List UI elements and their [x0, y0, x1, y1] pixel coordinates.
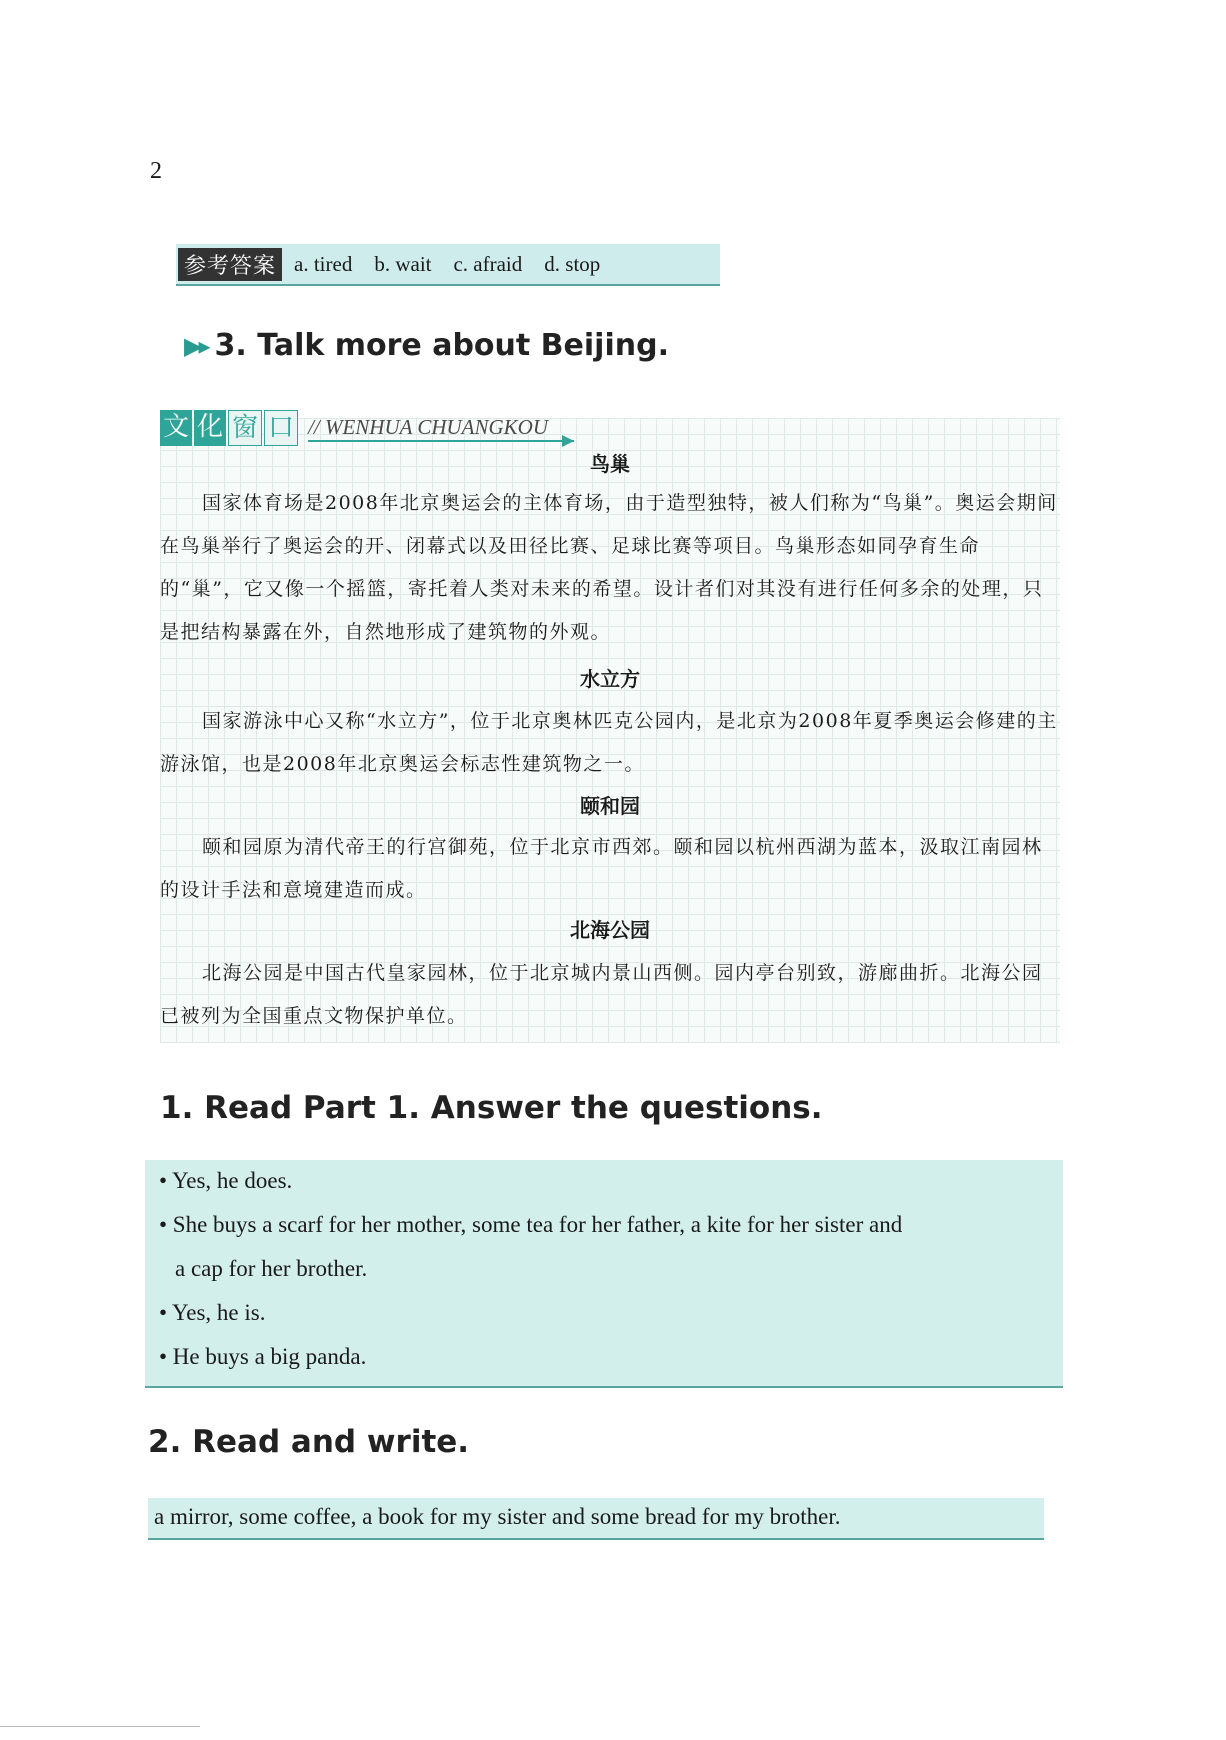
read-part-answers	[145, 1160, 1063, 1388]
culture-window-label	[160, 410, 300, 446]
culture-char: 窗	[228, 410, 262, 446]
culture-char: 化	[194, 410, 226, 446]
culture-paragraph: 国家游泳中心又称“水立方”，位于北京奥林匹克公园内，是北京为2008年夏季奥运会修建的主游泳馆，也是2008年北京奥运会标志性建筑物之一。	[160, 710, 1058, 775]
read-write-answer: a mirror, some coffee, a book for my sister and some bread for my brother.	[154, 1504, 841, 1529]
culture-subtitle: 颐和园	[580, 794, 640, 818]
section-heading-read-part: 1. Read Part 1. Answer the questions.	[160, 1090, 823, 1126]
culture-subtitle: 鸟巢	[590, 452, 630, 476]
bottom-divider	[0, 1726, 200, 1727]
answer-line: • She buys a scarf for her mother, some tea for her father, a kite for her sister and	[159, 1212, 903, 1237]
reference-answer-tag: 参考答案	[178, 248, 282, 281]
answer-line: • Yes, he does.	[159, 1168, 293, 1193]
answer-line: a cap for her brother.	[175, 1256, 368, 1281]
read-write-answer-bar	[148, 1498, 1044, 1540]
answer-item: b. wait	[374, 251, 432, 276]
culture-subtitle: 北海公园	[570, 918, 650, 942]
talk-title-text: 3. Talk more about Beijing.	[214, 328, 669, 363]
culture-window-pinyin: // WENHUA CHUANGKOU	[308, 415, 574, 442]
culture-paragraph: 北海公园是中国古代皇家园林，位于北京城内景山西侧。园内亭台别致，游廊曲折。北海公园已被列为全国重点文物保护单位。	[160, 962, 1043, 1027]
answer-line: • Yes, he is.	[159, 1300, 266, 1325]
answer-item: d. stop	[544, 251, 601, 276]
section-heading-read-write: 2. Read and write.	[148, 1424, 470, 1460]
culture-paragraph: 国家体育场是2008年北京奥运会的主体育场，由于造型独特，被人们称为“鸟巢”。奥运会期间在鸟巢举行了奥运会的开、闭幕式以及田径比赛、足球比赛等项目。鸟巢形态如同孕育生命的“巢”，它又像一个摇篮，寄托着人类对未来的希望。设计者们对其没有进行任何多余的处理，只是把结构暴露在外，自然地形成了建筑物的外观。	[160, 492, 1058, 643]
reference-answer-bar	[176, 244, 720, 286]
culture-window-box	[160, 418, 1060, 1043]
answer-line: • He buys a big panda.	[159, 1344, 367, 1369]
culture-char: 口	[264, 410, 298, 446]
culture-char: 文	[160, 410, 192, 446]
culture-window-header	[160, 410, 574, 446]
page-number: 2	[150, 158, 162, 184]
answer-item: c. afraid	[453, 251, 523, 276]
double-chevron-icon: ▶▸	[184, 331, 207, 360]
section-heading-talk	[184, 328, 669, 363]
culture-paragraph: 颐和园原为清代帝王的行宫御苑，位于北京市西郊。颐和园以杭州西湖为蓝本，汲取江南园林的设计手法和意境建造而成。	[160, 836, 1043, 901]
answer-item: a. tired	[294, 251, 353, 276]
culture-subtitle: 水立方	[580, 667, 640, 691]
